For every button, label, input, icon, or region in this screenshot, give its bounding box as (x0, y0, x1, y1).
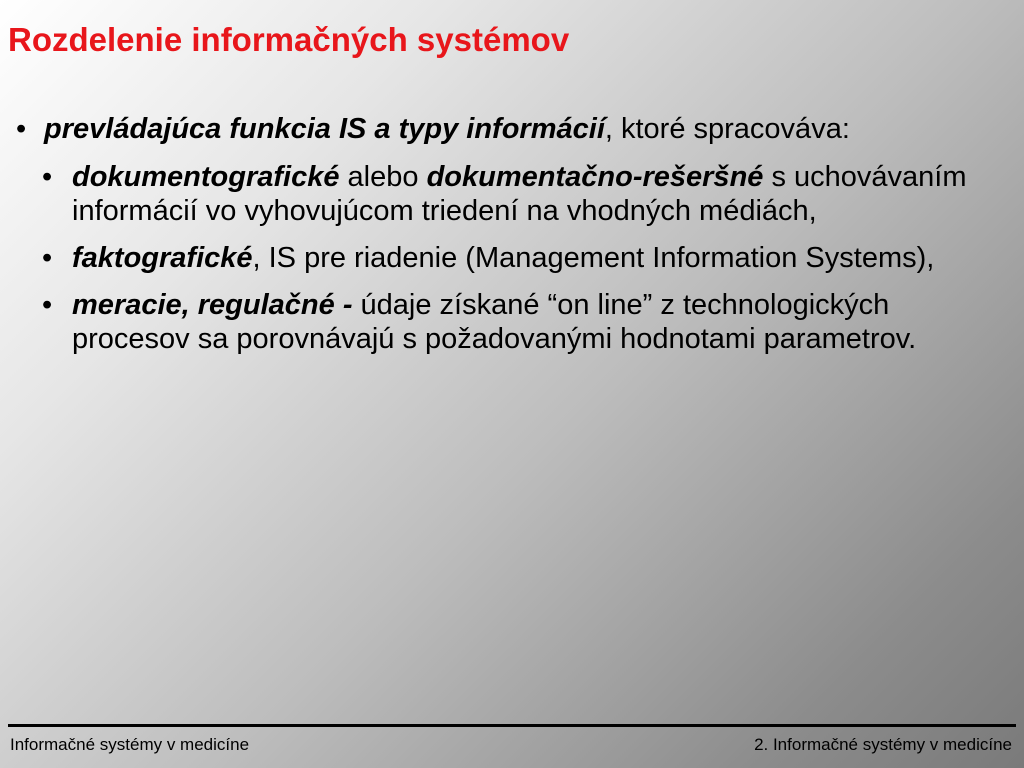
main-bullet (16, 112, 1006, 146)
slide-content (16, 112, 1006, 369)
main-bullet-text: , ktoré spracováva: (604, 113, 850, 145)
footer-right-text: 2. Informačné systémy v medicíne (754, 735, 1012, 754)
bullet-marker: • (42, 242, 53, 274)
sub-bullet-faktograficke (42, 241, 1006, 275)
sub-bullet-emphasis: faktografické (72, 242, 253, 274)
sub-bullet-dokumentograficke (42, 160, 1006, 228)
bullet-marker: • (16, 113, 27, 145)
footer-divider (8, 724, 1016, 727)
sub-bullet-emphasis: meracie, regulačné - (72, 289, 353, 321)
sub-bullet-emphasis-2: dokumentačno-rešeršné (426, 161, 764, 193)
footer-left-text: Informačné systémy v medicíne (10, 735, 250, 754)
slide-title: Rozdelenie informačných systémov (8, 21, 570, 58)
bullet-marker: • (42, 289, 53, 321)
sub-bullet-meracie (42, 288, 1006, 356)
bullet-marker: • (42, 161, 53, 193)
sub-bullet-text: údaje získané “on line” z technologických procesov sa porovnávajú s požadovanými hodnotami parametrov. (72, 289, 917, 355)
sub-bullet-text: s uchovávaním informácií vo vyhovujúcom triedení na vhodných médiách, (72, 161, 967, 227)
sub-bullet-connector: alebo (339, 161, 427, 193)
sub-bullet-emphasis: dokumentografické (72, 161, 340, 193)
main-bullet-emphasis: prevládajúca funkcia IS a typy informácií (44, 113, 605, 145)
sub-bullet-text: , IS pre riadenie (Management Information Systems), (252, 242, 935, 274)
sub-bullet-list (16, 160, 1006, 356)
